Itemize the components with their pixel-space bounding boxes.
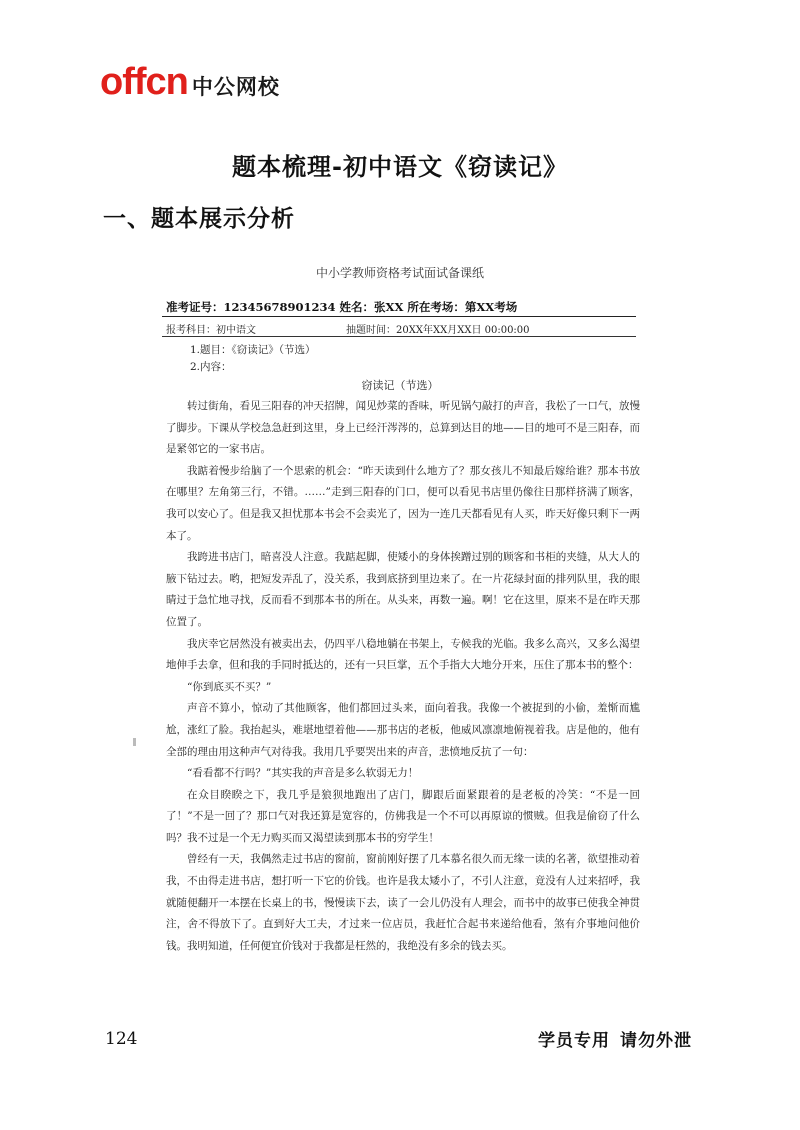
paragraph: 声音不算小，惊动了其他顾客，他们都回过头来，面向着我。我像一个被捉到的小偷，羞惭而尴尬，涨红了脸。我抬起头，难堪地望着他——那书店的老板，他威风凛凛地俯视着我。店是他的，他有全部的理由用这种声气对待我。我用几乎要哭出来的声音，悲愤地反抗了一句： [166, 702, 640, 758]
divider [162, 336, 636, 337]
footer-note: 学员专用 [538, 1031, 610, 1051]
question-content-label: 2.内容： [190, 361, 232, 373]
paragraph: “看看都不行吗？”其实我的声音是多么软弱无力！ [187, 767, 419, 780]
draw-time-field: 抽题时间：20XX年XX月XX日 00:00:00 [346, 325, 530, 336]
page-title: 题本梳理-初中语文《窃读记》 [232, 153, 568, 181]
paragraph: 我庆幸它居然没有被卖出去，仍四平八稳地躺在书架上，专候我的光临。我多么高兴，又多么渴望地伸手去拿，但和我的手同时抵达的，还有一只巨掌，五个手指大大地分开来，压住了那本书的整个： [166, 637, 640, 672]
paragraph: 曾经有一天，我偶然走过书店的窗前，窗前刚好摆了几本慕名很久而无缘一读的名著，欲望推动着我，不由得走进书店，想打听一下它的价钱。也许是我太矮小了，不引人注意，竟没有人过来招呼，我就随便翻开一本摆在长桌上的书，慢慢读下去，读了一会儿仍没有人理会，而书中的故事已使我全神贯注，舍不得放下了。直到好大工夫，才过来一位店员，我赶忙合起书来递给他看，煞有介事地问他价钱。我明知道，任何便宜价钱对于我都是枉然的，我绝没有多余的钱去买。 [166, 853, 640, 952]
footer-note: 请勿外泄 [620, 1031, 692, 1051]
excerpt-body [166, 396, 640, 957]
candidate-info-line: 准考证号：12345678901234 姓名：张XX 所在考场：第XX考场 [166, 300, 518, 314]
question-title: 1.题目：《窃读记》（节选） [190, 344, 316, 356]
sheet-title: 中小学教师资格考试面试备课纸 [315, 266, 484, 280]
logo-wordmark: offcn [100, 61, 188, 103]
offcn-logo [100, 62, 280, 102]
paragraph: 转过街角，看见三阳春的冲天招牌，闻见炒菜的香味，听见锅勺敲打的声音，我松了一口气，放慢了脚步。下课从学校急急赶到这里，身上已经汗涔涔的，总算到达目的地——目的地可不是三阳春，而是紧邻它的一家书店。 [166, 400, 640, 456]
subject-field: 报考科目：初中语文 [166, 325, 256, 336]
paragraph: 在众目睽睽之下，我几乎是狼狈地跑出了店门，脚跟后面紧跟着的是老板的冷笑：“不是一回了！”不是一回了？那口气对我还算是宽容的，仿佛我是一个不可以再原谅的惯贼。但我是偷窃了什么吗？我不过是一个无力购买而又渴望读到那本书的穷学生！ [166, 788, 640, 844]
footer-notice [538, 1026, 692, 1051]
page-number: 124 [105, 1029, 138, 1049]
paragraph: “你到底买不买？” [187, 680, 272, 693]
logo-chinese-name: 中公网校 [191, 75, 280, 99]
scan-mark [133, 738, 136, 746]
exam-meta-row [166, 321, 634, 336]
excerpt-title: 窃读记（节选） [361, 379, 439, 392]
scanned-lesson-sheet [160, 258, 650, 968]
paragraph: 我跨进书店门，暗喜没人注意。我踮起脚，使矮小的身体挨蹭过别的顾客和书柜的夹缝，从大人的腋下钻过去。哟，把短发弄乱了，没关系，我到底挤到里边来了。在一片花绿封面的排列队里，我的眼睛过于急忙地寻找，反而看不到那本书的所在。从头来，再数一遍。啊！它在这里，原来不是在昨天那位置了。 [166, 551, 640, 628]
section-heading: 一、题本展示分析 [103, 206, 295, 232]
divider [162, 316, 636, 317]
paragraph: 我踮着慢步给脑了一个思索的机会：“昨天读到什么地方了？那女孩儿不知最后嫁给谁？那本书放在哪里？左角第三行，不错。……”走到三阳春的门口，便可以看见书店里仍像往日那样挤满了顾客，我可以安心了。但是我又担忧那本书会不会卖光了，因为一连几天都看见有人买，昨天好像只剩下一两本了。 [166, 464, 640, 542]
